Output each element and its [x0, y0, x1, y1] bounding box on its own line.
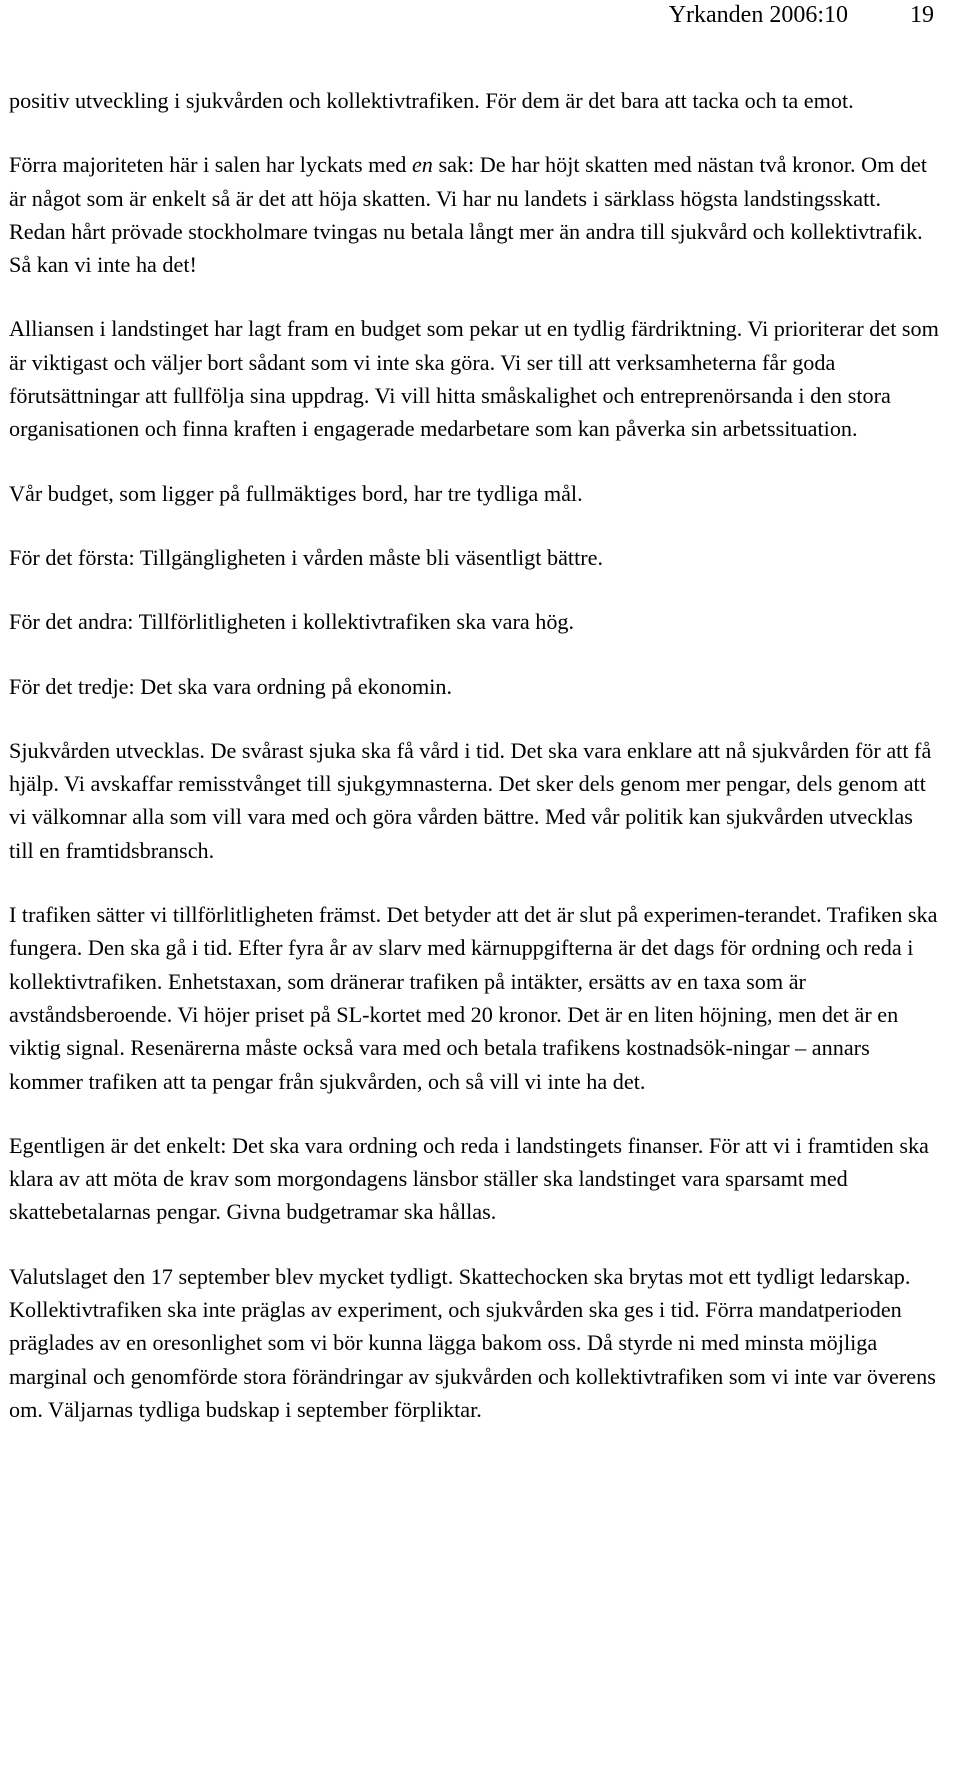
paragraph: Alliansen i landstinget har lagt fram en budget som pekar ut en tydlig färdriktning. Vi prioriterar det som är viktigast och väljer bort sådant som vi inte ska göra. Vi ser till att verksamheterna får goda förutsättningar att fullfölja sina uppdrag. Vi vill hitta småskalighet och entreprenörsanda i den stora organisationen och finna kraften i engagerade medarbetare som kan påverka sin arbetssituation. — [9, 316, 939, 442]
paragraph: I trafiken sätter vi tillförlitligheten främst. Det betyder att det är slut på experimen-terandet. Trafiken ska fungera. Den ska gå i tid. Efter fyra år av slarv med kärnuppgifterna är det dags för ordning och reda i kollektivtrafiken. Enhetstaxan, som dränerar trafiken på intäkter, ersätts av en taxa som är avståndsberoende. Vi höjer priset på SL-kortet med 20 kronor. Det är en liten höjning, men det är en viktig signal. Resenärerna måste också vara med och betala trafikens kostnadsök-ningar – annars kommer trafiken att ta pengar från sjukvården, och så vill vi inte ha det. — [9, 902, 938, 1094]
paragraph: Valutslaget den 17 september blev mycket tydligt. Skattechocken ska brytas mot ett tydligt ledarskap. Kollektivtrafiken ska inte präglas av experiment, och sjukvården ska ges i tid. Förra mandatperioden präglades av en oresonlighet som vi bör kunna lägga bakom oss. Då styrde ni med minsta möjliga marginal och genomförde stora förändringar av sjukvården och kollektivtrafiken som vi inte var överens om. Väljarnas tydliga budskap i september förpliktar. — [9, 1263, 936, 1422]
document-title: Yrkanden 2006:10 — [668, 2, 848, 28]
paragraph: Förra majoriteten här i salen har lyckats med en sak: De har höjt skatten med nästan två kronor. Om det är något som är enkelt så är det att höja skatten. Vi har nu landets i särklass högsta landstingsskatt. Redan hårt prövade stockholmare tvingas nu betala långt mer än andra till sjukvård och kollektivtrafik. Så kan vi inte ha det! — [9, 152, 928, 278]
paragraph: Vår budget, som ligger på fullmäktiges bord, har tre tydliga mål. — [9, 480, 583, 506]
page-header — [669, 0, 934, 30]
page-number: 19 — [910, 2, 934, 28]
body-text — [9, 84, 939, 1426]
paragraph: Sjukvården utvecklas. De svårast sjuka ska få vård i tid. Det ska vara enklare att nå sjukvården för att få hjälp. Vi avskaffar remisstvånget till sjukgymnasterna. Det sker dels genom mer pengar, dels genom att vi välkomnar alla som vill vara med och göra vården bättre. Med vår politik kan sjukvården utvecklas till en framtidsbransch. — [9, 737, 932, 863]
paragraph: Egentligen är det enkelt: Det ska vara ordning och reda i landstingets finanser. För att vi i framtiden ska klara av att möta de krav som morgondagens länsbor ställer ska landstinget vara sparsamt med skattebetalarnas pengar. Givna budgetramar ska hållas. — [9, 1132, 929, 1225]
paragraph: För det första: Tillgängligheten i vården måste bli väsentligt bättre. — [9, 544, 604, 570]
paragraph: För det andra: Tillförlitligheten i kollektivtrafiken ska vara hög. — [9, 609, 575, 635]
paragraph: positiv utveckling i sjukvården och kollektivtrafiken. För dem är det bara att tacka och ta emot. — [9, 88, 854, 113]
paragraph: För det tredje: Det ska vara ordning på ekonomin. — [9, 673, 453, 699]
emphasis: en — [411, 152, 433, 178]
